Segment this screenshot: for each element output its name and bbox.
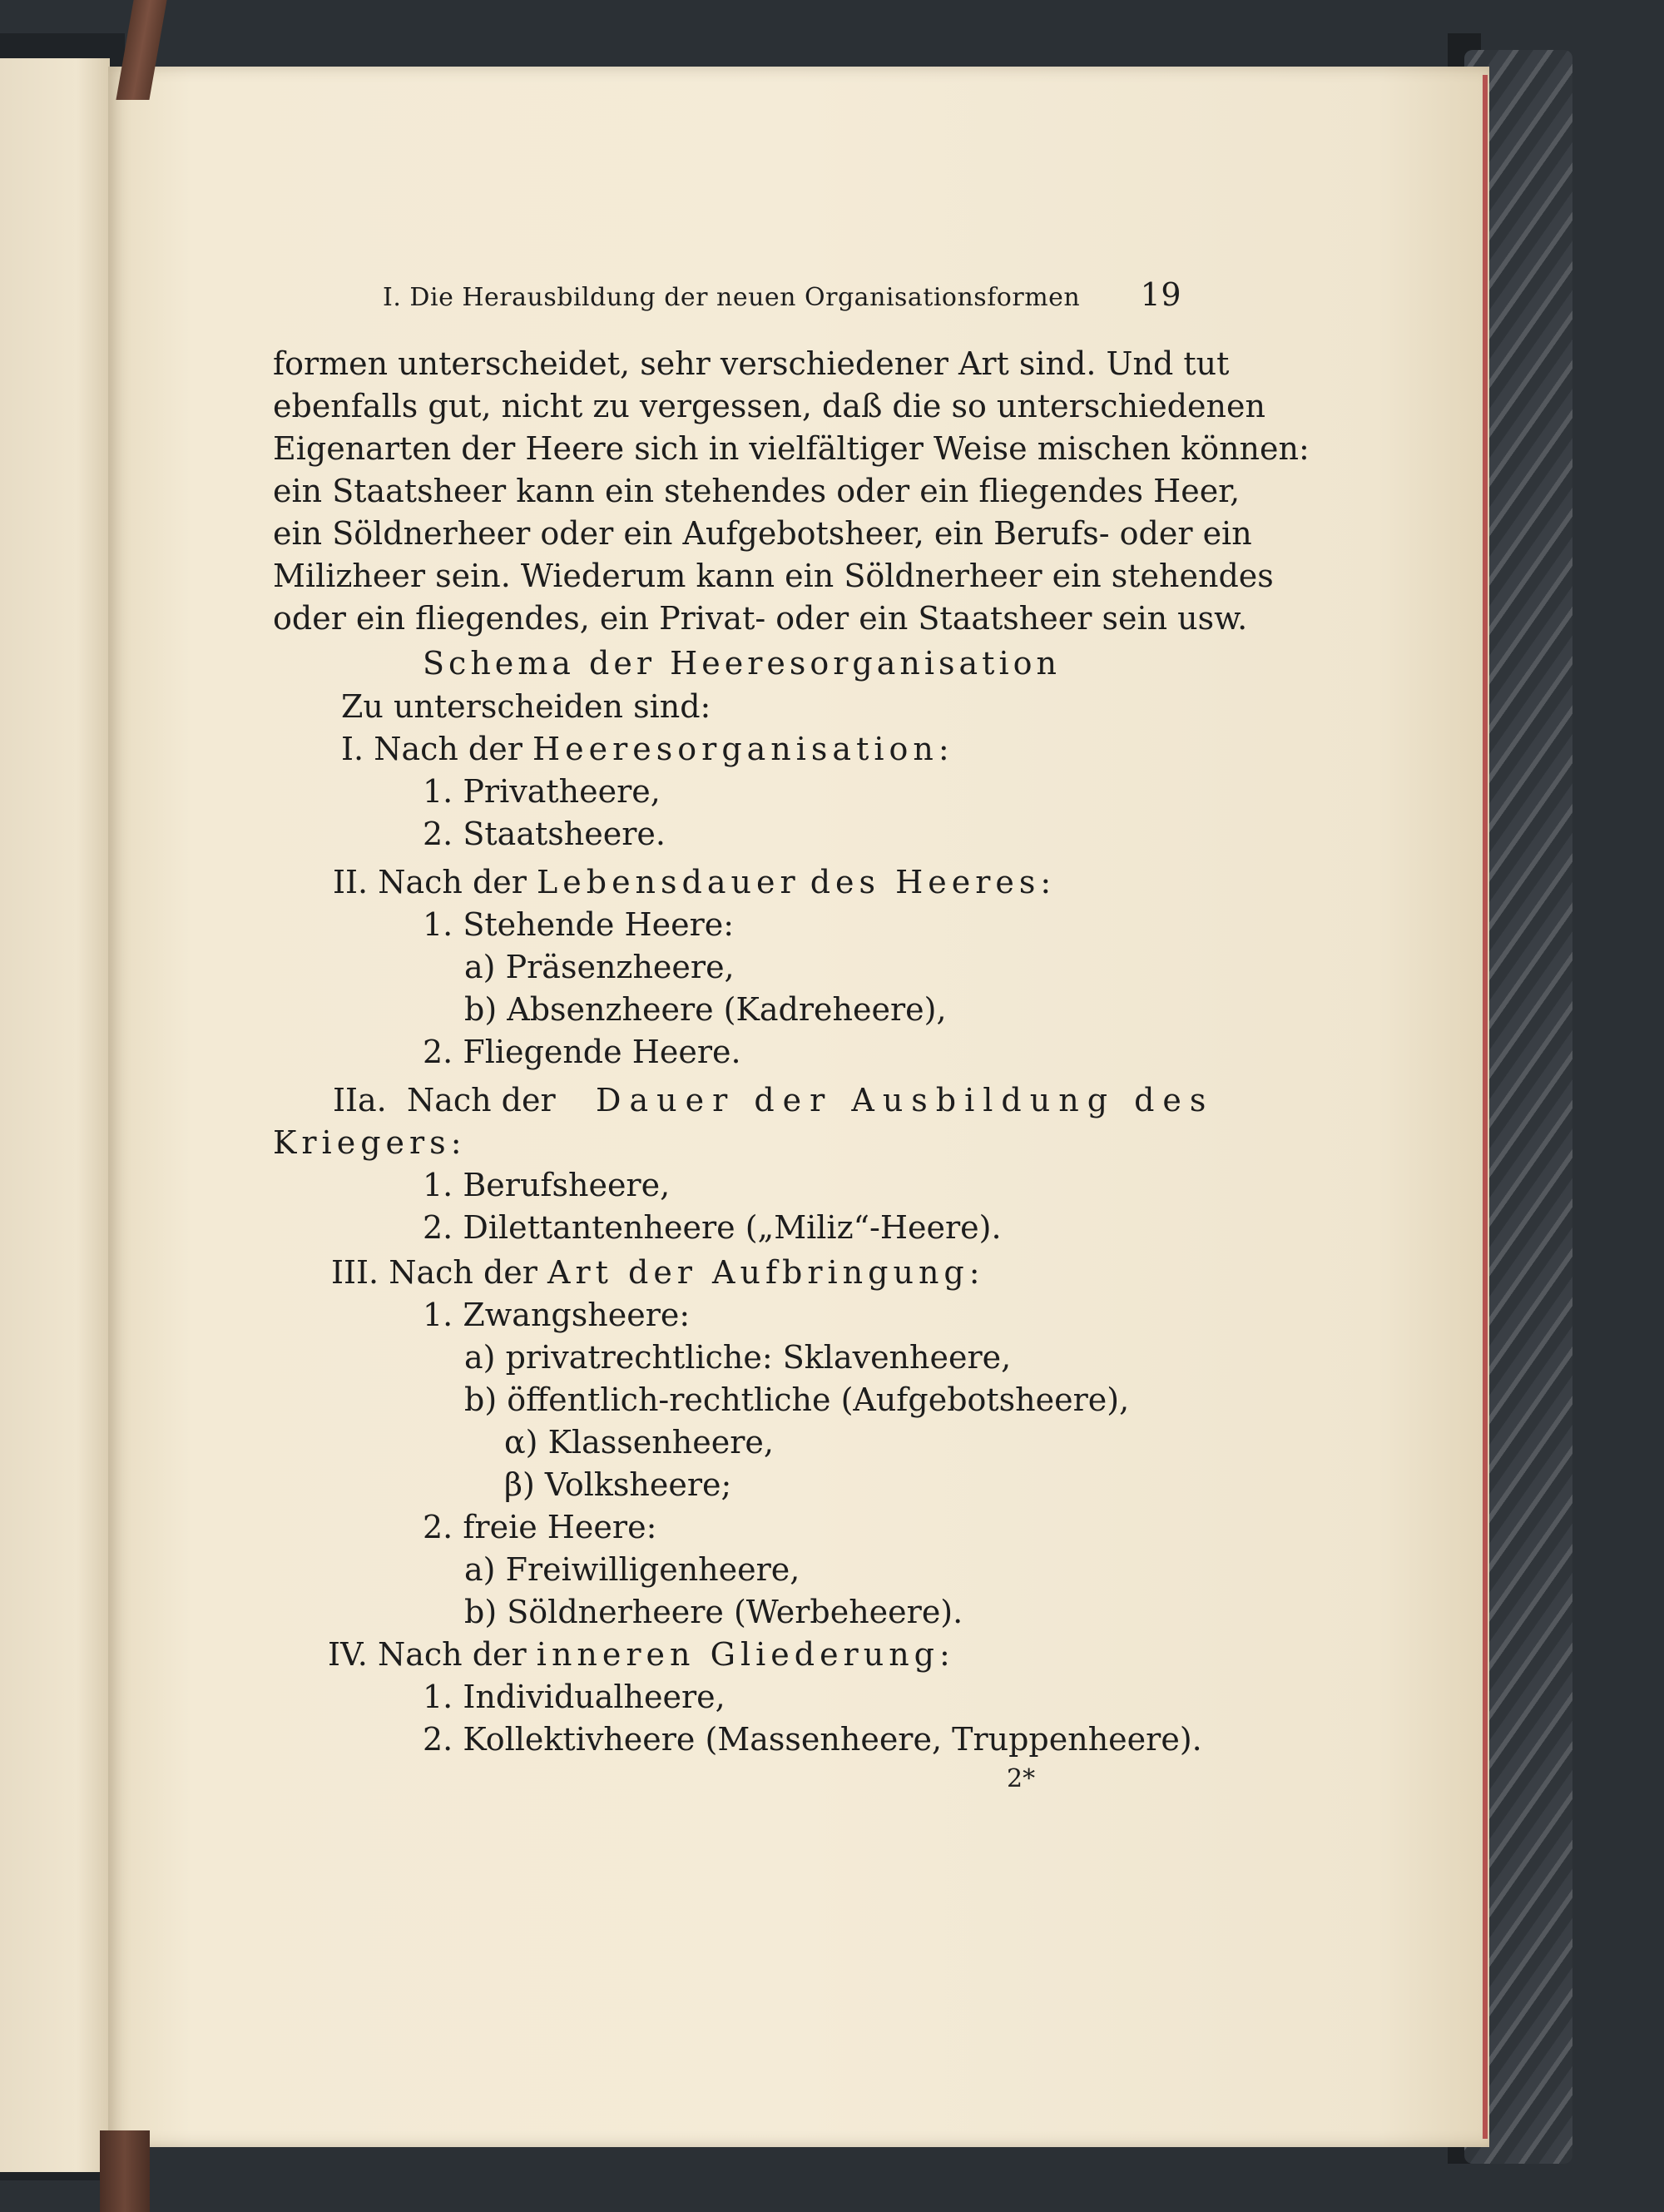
schema-number: a) — [464, 1551, 496, 1588]
schema-text: Fliegende Heere. — [463, 1034, 741, 1070]
schema-line — [423, 1294, 690, 1337]
paragraph-line: formen unterscheidet, sehr verschiedener Art sind. Und tut — [273, 345, 1230, 382]
schema-text: Staatsheere. — [463, 816, 666, 852]
signature-mark: 2* — [1007, 1764, 1036, 1793]
schema-line — [504, 1421, 774, 1464]
schema-text: Nach der — [389, 1254, 537, 1291]
paragraph-line: ebenfalls gut, nicht zu vergessen, daß die so unterschiedenen — [273, 388, 1265, 424]
schema-number: 2. — [423, 1721, 453, 1758]
schema-number: 1. — [423, 1297, 453, 1333]
schema-number: b) — [464, 991, 498, 1028]
schema-number: 1. — [423, 773, 453, 810]
schema-text: Klassenheere, — [547, 1424, 774, 1461]
schema-text: Privatheere, — [463, 773, 661, 810]
schema-text: Nach der — [374, 731, 522, 767]
body-paragraph — [273, 343, 1310, 640]
schema-text: Dilettantenheere („Miliz“-Heere). — [463, 1209, 1002, 1246]
schema-spaced-term: Kriegers — [273, 1124, 451, 1161]
schema-number: 2. — [423, 816, 453, 852]
schema-text: : — [968, 1254, 980, 1291]
schema-number: β) — [504, 1466, 535, 1503]
schema-text: öffentlich-rechtliche (Aufgebotsheere), — [507, 1381, 1130, 1418]
schema-spaced-term: Heeresorganisation — [532, 731, 938, 767]
schema-line — [464, 946, 735, 989]
schema-line — [464, 1379, 1129, 1421]
schema-number: α) — [504, 1424, 538, 1461]
schema-text: Volksheere; — [544, 1466, 732, 1503]
schema-intro: Zu unterscheiden sind: — [341, 688, 711, 725]
paragraph-line: Milizheer sein. Wiederum kann ein Söldnerheer ein stehendes — [273, 558, 1274, 594]
schema-text: Nach der — [406, 1082, 556, 1118]
schema-line — [341, 728, 949, 771]
schema-line — [464, 1549, 800, 1591]
schema-number: 2. — [423, 1509, 453, 1545]
schema-number: IV. — [328, 1636, 368, 1673]
schema-line — [423, 771, 661, 813]
schema-line — [464, 1337, 1011, 1379]
bookmark-ribbon-bottom — [100, 2130, 150, 2212]
paragraph-line: ein Staatsheer kann ein stehendes oder ein fliegendes Heer, — [273, 473, 1241, 509]
schema-text: Berufsheere, — [463, 1167, 671, 1203]
running-title: I. Die Herausbildung der neuen Organisationsformen — [383, 283, 1081, 312]
schema-number: 1. — [423, 906, 453, 943]
schema-text: Söldnerheere (Werbeheere). — [507, 1594, 963, 1630]
schema-text: Freiwilligenheere, — [505, 1551, 800, 1588]
schema-text: Stehende Heere: — [463, 906, 735, 943]
schema-number: IIa. — [333, 1082, 387, 1118]
schema-spaced-term: Dauer der Ausbildung des — [595, 1082, 1215, 1118]
schema-line — [333, 1079, 1214, 1122]
schema-number: II. — [333, 864, 369, 900]
schema-line — [423, 1676, 726, 1719]
schema-spaced-term: Lebensdauer — [537, 864, 800, 900]
schema-line — [273, 1122, 462, 1164]
schema-number: b) — [464, 1381, 498, 1418]
paragraph-line: ein Söldnerheer oder ein Aufgebotsheer, ein Berufs- oder ein — [273, 515, 1252, 552]
schema-number: 2. — [423, 1034, 453, 1070]
schema-number: a) — [464, 949, 496, 985]
schema-line — [423, 1031, 741, 1074]
schema-number: 1. — [423, 1679, 453, 1715]
schema-spaced-term: Art der Aufbringung — [547, 1254, 969, 1291]
schema-line — [333, 861, 1056, 904]
schema-line — [331, 1252, 980, 1294]
schema-line — [423, 1164, 670, 1207]
schema-text: : — [938, 731, 949, 767]
schema-number: I. — [341, 731, 364, 767]
schema-text: Zwangsheere: — [463, 1297, 691, 1333]
schema-text: Nach der — [378, 864, 527, 900]
schema-number: b) — [464, 1594, 498, 1630]
schema-text: Kollektivheere (Massenheere, Truppenheere). — [463, 1721, 1202, 1758]
schema-title: Schema der Heeresorganisation — [423, 645, 1061, 682]
schema-text: des Heeres: — [810, 864, 1057, 900]
schema-line — [423, 1719, 1202, 1761]
schema-text: : — [939, 1636, 950, 1673]
schema-line — [423, 1207, 1002, 1249]
schema-text: Präsenzheere, — [505, 949, 735, 985]
schema-line — [423, 813, 666, 856]
schema-text: : — [450, 1124, 462, 1161]
schema-line — [504, 1464, 731, 1506]
schema-line — [464, 989, 947, 1031]
schema-number: 1. — [423, 1167, 453, 1203]
paragraph-line: oder ein fliegendes, ein Privat- oder ein Staatsheer sein usw. — [273, 600, 1248, 637]
schema-text: privatrechtliche: Sklavenheere, — [505, 1339, 1012, 1376]
schema-number: a) — [464, 1339, 496, 1376]
schema-text: Nach der — [377, 1636, 527, 1673]
paragraph-line: Eigenarten der Heere sich in vielfältiger Weise mischen können: — [273, 430, 1310, 467]
schema-text: Individualheere, — [463, 1679, 726, 1715]
schema-text: freie Heere: — [463, 1509, 657, 1545]
schema-spaced-term: inneren Gliederung — [536, 1636, 939, 1673]
schema-line — [423, 1506, 656, 1549]
schema-line — [423, 904, 734, 946]
red-page-edge — [1483, 75, 1488, 2139]
schema-number: III. — [331, 1254, 379, 1291]
schema-number: 2. — [423, 1209, 453, 1246]
page-number: 19 — [1140, 276, 1181, 313]
running-head — [383, 276, 1181, 318]
schema-text: Absenzheere (Kadreheere), — [507, 991, 947, 1028]
facing-page-edge — [0, 58, 110, 2172]
schema-line — [464, 1591, 963, 1634]
schema-line — [328, 1634, 950, 1676]
